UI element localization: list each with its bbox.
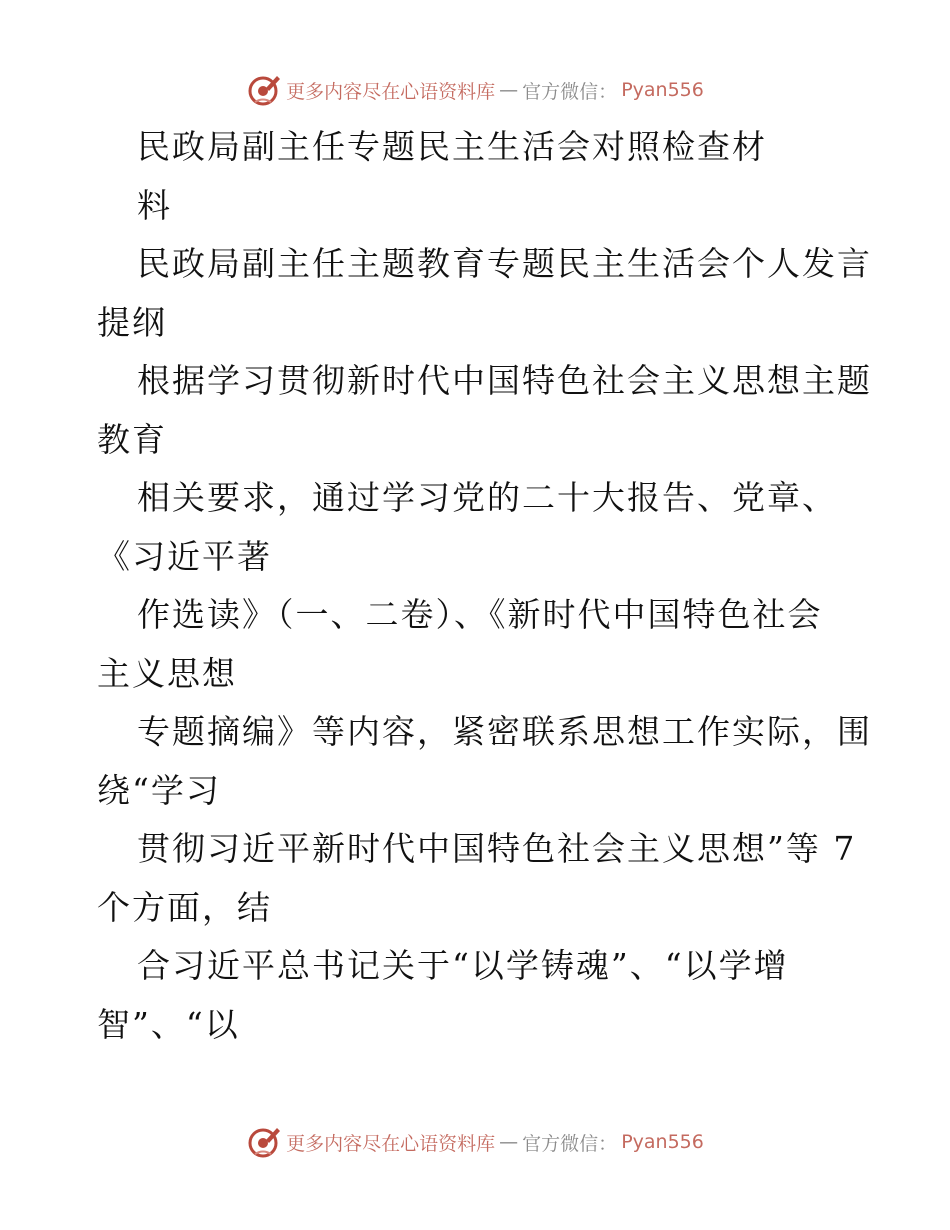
watermark-main-text: 更多内容尽在心语资料库: [286, 80, 496, 103]
text-line: 作选读》（一、二卷）、《新时代中国特色社会: [137, 595, 823, 634]
text-line: 民政局副主任主题教育专题民主生活会个人发言: [137, 244, 872, 283]
watermark-main-text: 更多内容尽在心语资料库: [286, 1132, 496, 1155]
text-line: 主义思想: [97, 653, 237, 693]
text-line: 专题摘编》等内容，紧密联系思想工作实际，围: [137, 712, 872, 751]
watermark-wechat-id: Pyan556: [621, 79, 704, 101]
text-line: 提纲: [97, 302, 167, 342]
text-line: 教育: [97, 419, 167, 459]
text-line: 贯彻习近平新时代中国特色社会主义思想”等 7: [137, 829, 857, 868]
text-line: 《习近平著: [97, 536, 272, 576]
text-line: 智”、“以: [97, 1004, 240, 1044]
text-line: 料: [137, 185, 172, 225]
watermark-dash: —: [499, 1131, 519, 1153]
header-watermark: [0, 72, 950, 108]
text-line: 相关要求，通过学习党的二十大报告、党章、: [137, 478, 837, 517]
text-line: 个方面，结: [97, 887, 272, 927]
watermark-tail-text: 官方微信：: [522, 1132, 618, 1155]
document-body: [97, 118, 872, 1054]
pen-logo-icon: [246, 1124, 282, 1160]
text-line: 合习近平总书记关于“以学铸魂”、“以学增: [137, 946, 789, 985]
watermark-dash: —: [499, 79, 519, 101]
text-line: 根据学习贯彻新时代中国特色社会主义思想主题: [137, 361, 872, 400]
text-line: 民政局副主任专题民主生活会对照检查材: [137, 127, 767, 166]
pen-logo-icon: [246, 72, 282, 108]
footer-watermark: [0, 1124, 950, 1160]
watermark-wechat-id: Pyan556: [621, 1131, 704, 1153]
text-line: 绕“学习: [97, 770, 221, 810]
watermark-tail-text: 官方微信：: [522, 80, 618, 103]
